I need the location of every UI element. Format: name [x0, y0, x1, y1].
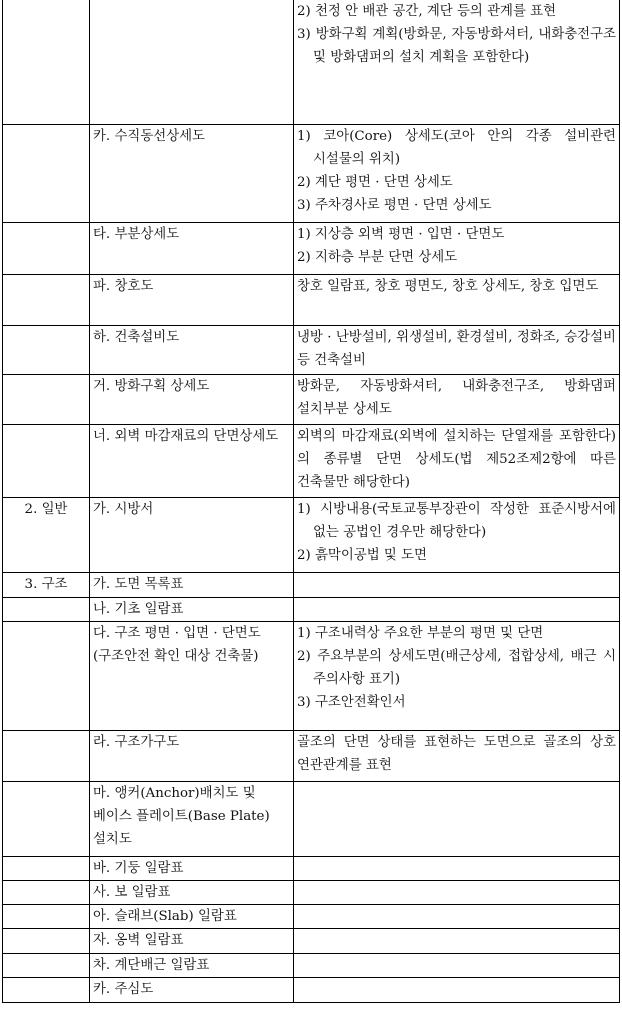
category-cell — [3, 374, 90, 424]
description-line: 1) 시방내용(국토교통부장관이 작성한 표준시방서에 없는 공법인 경우만 해당한다) — [297, 501, 616, 540]
description-line: 창호 일람표, 창호 평면도, 창호 상세도, 창호 입면도 — [297, 278, 599, 294]
description-cell — [294, 977, 620, 1002]
description-cell — [294, 905, 620, 929]
item-cell: 타. 부분상세도 — [90, 222, 294, 274]
item-cell: 바. 기둥 일람표 — [90, 856, 294, 880]
description-line: 3) 구조안전확인서 — [297, 695, 406, 711]
table-row — [3, 977, 620, 1002]
description-line: 2) 지하층 부분 단면 상세도 — [297, 249, 458, 265]
item-cell: 파. 창호도 — [90, 274, 294, 325]
item-cell — [90, 0, 294, 124]
description-cell — [294, 880, 620, 904]
item-cell: 자. 옹벽 일람표 — [90, 929, 294, 953]
drawing-requirements-table — [2, 0, 620, 1003]
description-line: 2) 주요부분의 상세도면(배근상세, 접합상세, 배근 시 주의사항 표기) — [297, 648, 616, 688]
description-line: 1) 지상층 외벽 평면 · 입면 · 단면도 — [297, 226, 505, 242]
category-cell — [3, 781, 90, 856]
category-cell: 3. 구조 — [3, 572, 90, 597]
description-cell — [294, 497, 620, 572]
item-cell: 카. 주심도 — [90, 977, 294, 1002]
description-line: 냉방 · 난방설비, 위생설비, 환경설비, 정화조, 승강설비 등 건축설비 — [297, 329, 616, 368]
description-line: 1) 구조내력상 주요한 부분의 평면 및 단면 — [297, 625, 544, 641]
description-cell — [294, 621, 620, 730]
description-line: 3) 방화구획 계획(방화문, 자동방화셔터, 내화충전구조 및 방화댐퍼의 설치 계획을 포함한다) — [297, 27, 616, 66]
description-cell — [294, 374, 620, 424]
category-cell — [3, 621, 90, 730]
item-cell: 가. 도면 목록표 — [90, 572, 294, 597]
description-cell — [294, 572, 620, 597]
description-line: 2) 계단 평면 · 단면 상세도 — [297, 174, 453, 190]
category-cell — [3, 222, 90, 274]
table-row — [3, 325, 620, 374]
item-cell: 다. 구조 평면 · 입면 · 단면도(구조안전 확인 대상 건축물) — [90, 621, 294, 730]
category-cell — [3, 325, 90, 374]
table-row — [3, 274, 620, 325]
description-cell — [294, 929, 620, 953]
table-row — [3, 124, 620, 222]
table-row — [3, 572, 620, 597]
description-line: 방화문, 자동방화셔터, 내화충전구조, 방화댐퍼 설치부분 상세도 — [297, 378, 616, 417]
description-cell — [294, 730, 620, 781]
description-cell — [294, 856, 620, 880]
category-cell — [3, 274, 90, 325]
category-cell — [3, 929, 90, 953]
table-row — [3, 424, 620, 497]
table-row — [3, 222, 620, 274]
description-line: 외벽의 마감재료(외벽에 설치하는 단열재를 포함한다)의 종류별 단면 상세도(법 제52조제2항에 따른 건축물만 해당한다) — [297, 428, 616, 490]
item-cell: 거. 방화구획 상세도 — [90, 374, 294, 424]
description-line: 2) 흙막이공법 및 도면 — [297, 547, 427, 563]
table-row — [3, 781, 620, 856]
table-row — [3, 597, 620, 621]
category-cell — [3, 424, 90, 497]
table-row — [3, 730, 620, 781]
item-cell: 차. 계단배근 일람표 — [90, 953, 294, 977]
item-cell: 나. 기초 일람표 — [90, 597, 294, 621]
table-row — [3, 0, 620, 124]
item-cell: 카. 수직동선상세도 — [90, 124, 294, 222]
table-row — [3, 856, 620, 880]
table-row — [3, 880, 620, 904]
category-cell — [3, 0, 90, 124]
item-cell: 아. 슬래브(Slab) 일람표 — [90, 905, 294, 929]
category-cell — [3, 880, 90, 904]
description-cell — [294, 124, 620, 222]
table-row — [3, 497, 620, 572]
table-row — [3, 374, 620, 424]
table-row — [3, 953, 620, 977]
description-line: 2) 천정 안 배관 공간, 계단 등의 관계를 표현 — [297, 4, 557, 19]
description-cell — [294, 953, 620, 977]
description-line: 골조의 단면 상태를 표현하는 도면으로 골조의 상호 연관관계를 표현 — [297, 734, 616, 773]
table-row — [3, 621, 620, 730]
category-cell — [3, 953, 90, 977]
description-line: 1) 코아(Core) 상세도(코아 안의 각종 설비관련 시설물의 위치) — [297, 128, 616, 167]
description-cell — [294, 781, 620, 856]
item-cell: 마. 앵커(Anchor)배치도 및 베이스 플레이트(Base Plate) 설치도 — [90, 781, 294, 856]
description-cell — [294, 325, 620, 374]
description-cell — [294, 597, 620, 621]
category-cell — [3, 977, 90, 1002]
description-cell — [294, 0, 620, 124]
category-cell — [3, 856, 90, 880]
category-cell — [3, 730, 90, 781]
item-cell: 가. 시방서 — [90, 497, 294, 572]
table-row — [3, 929, 620, 953]
category-cell — [3, 905, 90, 929]
description-line: 3) 주차경사로 평면 · 단면 상세도 — [297, 198, 492, 214]
item-cell: 너. 외벽 마감재료의 단면상세도 — [90, 424, 294, 497]
category-cell — [3, 124, 90, 222]
category-cell — [3, 597, 90, 621]
description-cell — [294, 274, 620, 325]
item-cell: 하. 건축설비도 — [90, 325, 294, 374]
item-cell: 라. 구조가구도 — [90, 730, 294, 781]
description-cell — [294, 424, 620, 497]
description-cell — [294, 222, 620, 274]
category-cell: 2. 일반 — [3, 497, 90, 572]
item-cell: 사. 보 일람표 — [90, 880, 294, 904]
table-row — [3, 905, 620, 929]
